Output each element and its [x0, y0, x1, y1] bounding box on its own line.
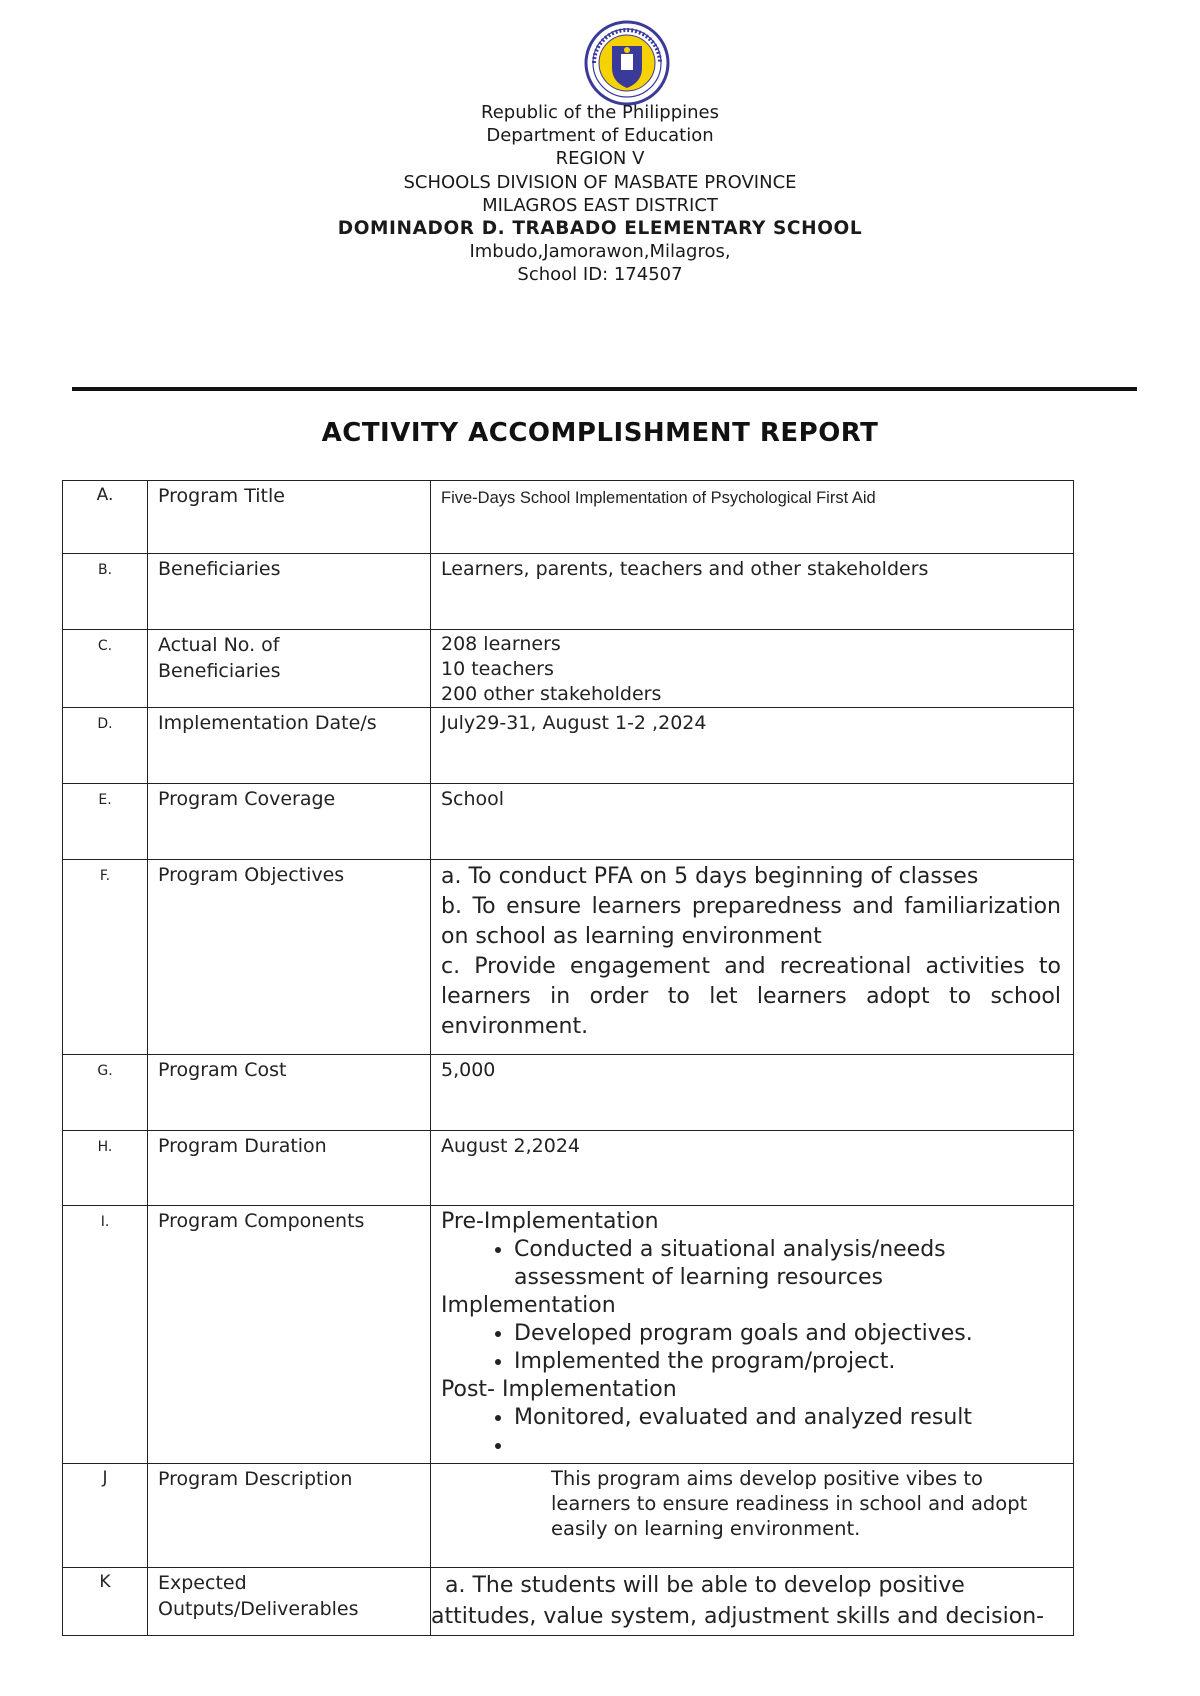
objective-item: a. To conduct PFA on 5 days beginning of classes	[441, 864, 979, 889]
row-value: School	[431, 784, 1074, 860]
row-value	[431, 860, 1074, 1055]
deped-seal-icon	[584, 20, 670, 106]
phase-heading: Implementation	[441, 1293, 616, 1318]
phase-item: • Implemented the program/project.	[514, 1348, 1061, 1376]
table-row-expected-outputs	[63, 1568, 1074, 1636]
row-letter: D.	[63, 708, 148, 784]
row-label: Program Duration	[148, 1131, 431, 1206]
row-letter: I.	[63, 1206, 148, 1464]
row-value	[431, 630, 1074, 708]
output-line: attitudes, value system, adjustment skills and decision-	[431, 1604, 1045, 1629]
objective-item: b. To ensure learners preparedness and familiarization on school as learning environment	[441, 894, 1061, 949]
output-line: a. The students will be able to develop positive	[445, 1573, 965, 1598]
table-row-program-description	[63, 1464, 1074, 1568]
components-list	[441, 1208, 1061, 1460]
row-label-line: Beneficiaries	[158, 660, 281, 682]
letterhead-region: REGION V	[555, 148, 645, 170]
row-letter: J	[63, 1464, 148, 1568]
phase-item: • Developed program goals and objectives.	[514, 1320, 1061, 1348]
table-row-beneficiaries	[63, 554, 1074, 630]
program-description-text: This program aims develop positive vibes to learners to ensure readiness in school and adopt easily on learning environment.	[551, 1467, 1028, 1540]
phase-item-empty	[514, 1432, 1061, 1460]
row-label-line: Expected	[158, 1572, 247, 1594]
row-label: Program Title	[148, 481, 431, 554]
row-value	[431, 1568, 1074, 1636]
phase-item: • Conducted a situational analysis/needs assessment of learning resources	[514, 1236, 1061, 1292]
phase-list	[441, 1404, 1061, 1460]
row-label: Program Objectives	[148, 860, 431, 1055]
letterhead-address: Imbudo,Jamorawon,Milagros,	[469, 241, 731, 263]
table-row-program-components	[63, 1206, 1074, 1464]
row-label	[148, 1568, 431, 1636]
row-letter: A.	[63, 481, 148, 554]
row-label: Program Components	[148, 1206, 431, 1464]
row-letter: F.	[63, 860, 148, 1055]
table-row-actual-beneficiaries	[63, 630, 1074, 708]
row-label: Program Description	[148, 1464, 431, 1568]
table-row-program-coverage	[63, 784, 1074, 860]
row-letter: B.	[63, 554, 148, 630]
row-label-line: Outputs/Deliverables	[158, 1598, 359, 1620]
row-value: 5,000	[431, 1055, 1074, 1131]
table-row-program-objectives	[63, 860, 1074, 1055]
row-letter: E.	[63, 784, 148, 860]
phase-heading: Pre-Implementation	[441, 1209, 659, 1234]
row-label: Beneficiaries	[148, 554, 431, 630]
letterhead-school-id: School ID: 174507	[517, 264, 683, 286]
table-row-program-duration	[63, 1131, 1074, 1206]
table-row-implementation-dates	[63, 708, 1074, 784]
letterhead-republic: Republic of the Philippines	[481, 102, 719, 123]
row-value: August 2,2024	[431, 1131, 1074, 1206]
row-value: Learners, parents, teachers and other stakeholders	[431, 554, 1074, 630]
objective-item: c. Provide engagement and recreational activities to learners in order to let learners adopt to school environment.	[441, 954, 1061, 1039]
phase-list	[441, 1236, 1061, 1292]
letterhead-division: SCHOOLS DIVISION OF MASBATE PROVINCE	[403, 171, 797, 193]
table-row-program-cost	[63, 1055, 1074, 1131]
phase-item: • Monitored, evaluated and analyzed result	[514, 1404, 1061, 1432]
report-title: ACTIVITY ACCOMPLISHMENT REPORT	[321, 418, 879, 448]
row-value: July29-31, August 1-2 ,2024	[431, 708, 1074, 784]
row-value	[431, 1206, 1074, 1464]
beneficiary-count: 200 other stakeholders	[441, 683, 662, 705]
row-label: Implementation Date/s	[148, 708, 431, 784]
row-label	[148, 630, 431, 708]
phase-list	[441, 1320, 1061, 1376]
letterhead-school-name: DOMINADOR D. TRABADO ELEMENTARY SCHOOL	[337, 218, 863, 240]
beneficiary-count: 208 learners	[441, 633, 561, 655]
letterhead	[0, 101, 1200, 287]
row-letter: H.	[63, 1131, 148, 1206]
row-label: Program Cost	[148, 1055, 431, 1131]
row-value: Five-Days School Implementation of Psychological First Aid	[431, 481, 1074, 554]
header-divider	[72, 387, 1137, 391]
letterhead-district: MILAGROS EAST DISTRICT	[482, 194, 718, 216]
phase-heading: Post- Implementation	[441, 1377, 677, 1402]
expected-outputs-text	[431, 1570, 1061, 1632]
beneficiary-count: 10 teachers	[441, 658, 554, 680]
row-label: Program Coverage	[148, 784, 431, 860]
row-letter: G.	[63, 1055, 148, 1131]
report-table	[62, 480, 1074, 1636]
row-letter: C.	[63, 630, 148, 708]
letterhead-department: Department of Education	[486, 125, 714, 147]
row-label-line: Actual No. of	[158, 634, 280, 656]
row-letter: K	[63, 1568, 148, 1636]
row-value	[431, 1464, 1074, 1568]
table-row-program-title	[63, 481, 1074, 554]
